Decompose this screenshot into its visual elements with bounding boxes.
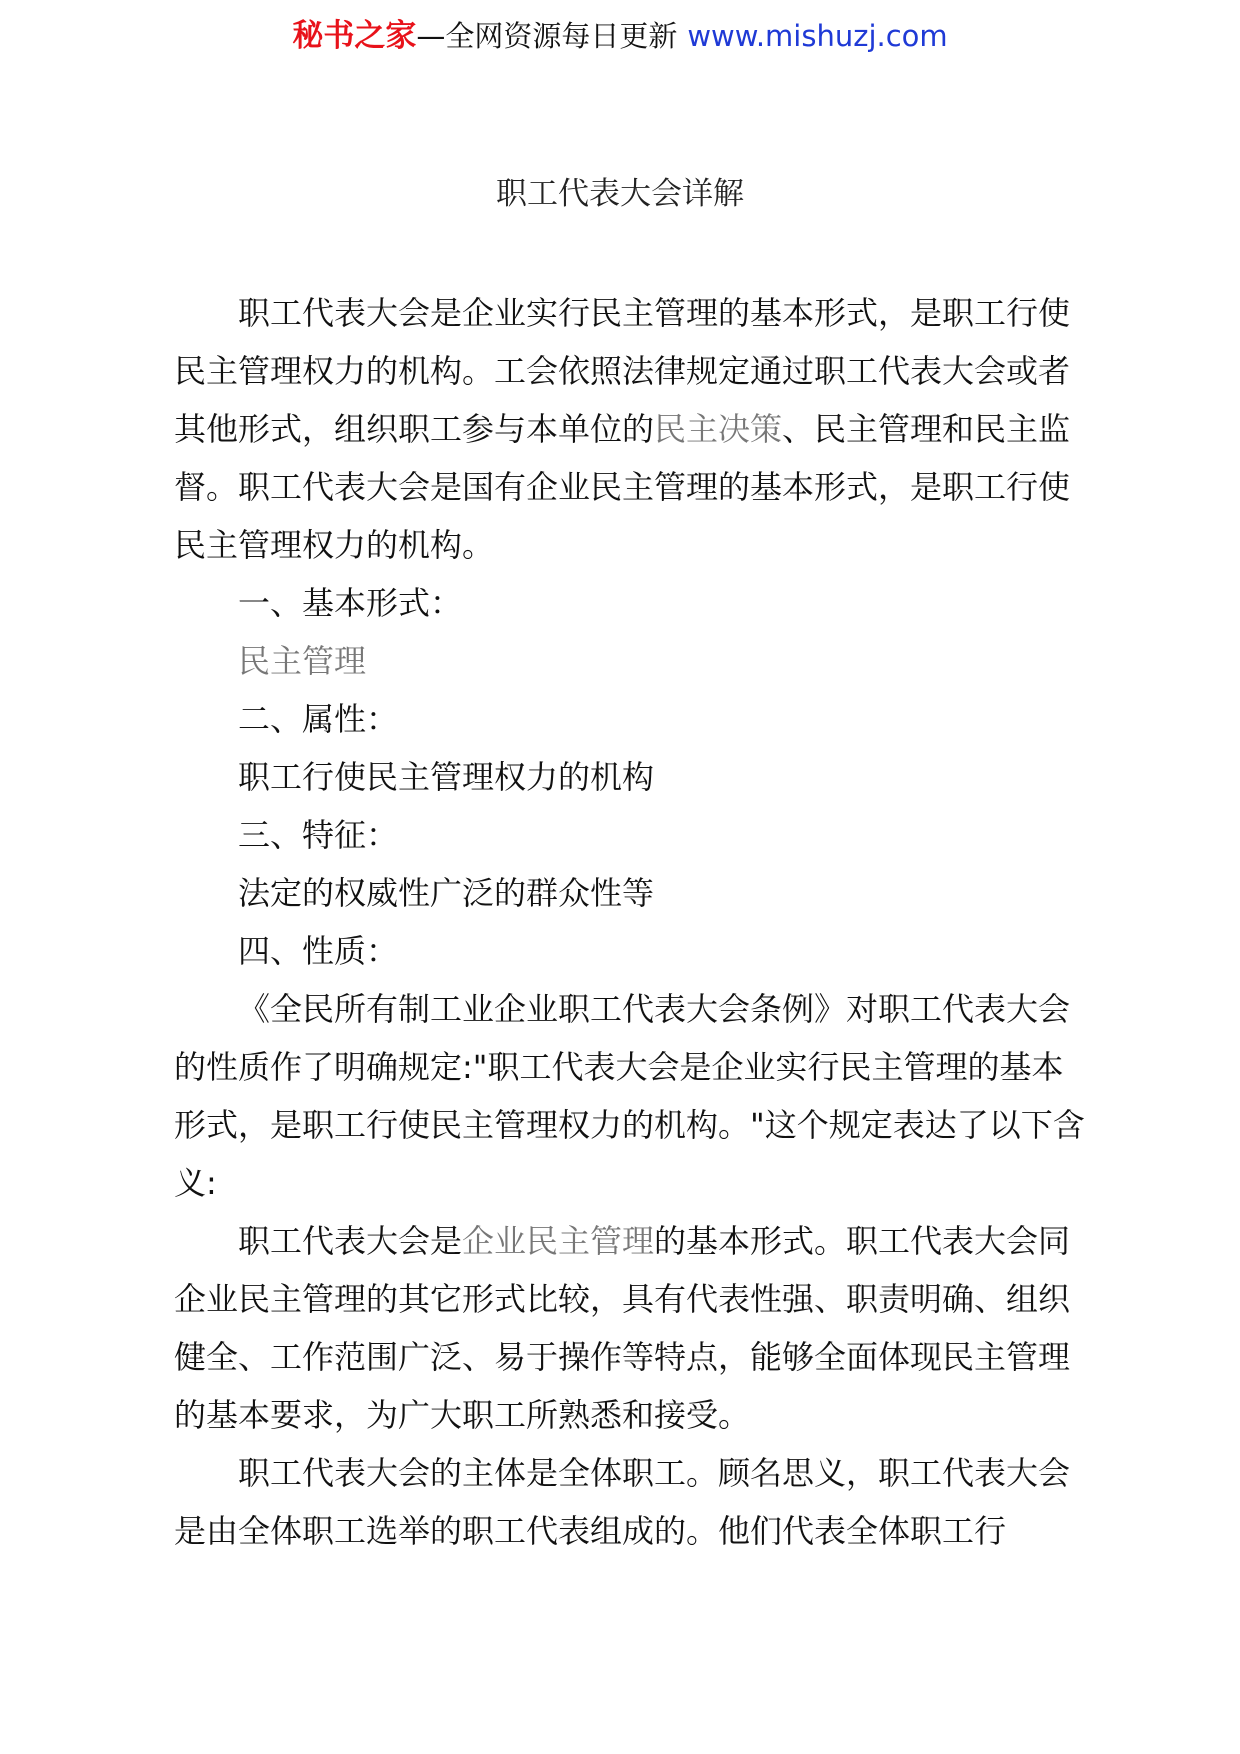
paragraph-intro-text-b: 、民主管理和民主监督。职工代表大会是国有企业民主管理的基本形式，是职工行使民主管理权力的机构。 bbox=[174, 410, 1071, 564]
site-url-link[interactable]: www.mishuzj.com bbox=[687, 19, 948, 53]
paragraph-intro-text-a: 职工代表大会是企业实行民主管理的基本形式，是职工行使民主管理权力的机构。工会依照法律规定通过职工代表大会或者其他形式，组织职工参与本单位的 bbox=[174, 294, 1071, 448]
document-title: 职工代表大会详解 bbox=[496, 176, 744, 212]
heading-nature: 四、性质： bbox=[238, 932, 399, 970]
paragraph-enterprise-text-b: 的基本形式。职工代表大会同企业民主管理的其它形式比较，具有代表性强、职责明确、组织健全、工作范围广泛、易于操作等特点，能够全面体现民主管理的基本要求，为广大职工所熟悉和接受。 bbox=[174, 1222, 1071, 1434]
paragraph-enterprise bbox=[174, 1212, 1088, 1444]
site-brand: 秘书之家 bbox=[292, 18, 417, 54]
enterprise-democratic-management-link[interactable]: 企业民主管理 bbox=[462, 1222, 655, 1260]
paragraph-regulation: 《全民所有制工业企业职工代表大会条例》对职工代表大会的性质作了明确规定:"职工代表大会是企业实行民主管理的基本形式，是职工行使民主管理权力的机构。"这个规定表达了以下含义: bbox=[174, 990, 1085, 1202]
site-tagline: —全网资源每日更新 bbox=[416, 19, 678, 53]
document-body bbox=[174, 284, 1088, 1560]
paragraph-enterprise-text-a: 职工代表大会是 bbox=[238, 1222, 463, 1260]
democratic-management-link[interactable]: 民主管理 bbox=[238, 642, 367, 680]
features-value: 法定的权威性广泛的群众性等 bbox=[238, 874, 655, 912]
democratic-decision-link[interactable]: 民主决策 bbox=[654, 410, 783, 448]
heading-basic-form: 一、基本形式： bbox=[238, 584, 463, 622]
paragraph-intro bbox=[174, 284, 1088, 574]
attribute-value: 职工行使民主管理权力的机构 bbox=[238, 758, 655, 796]
heading-features: 三、特征： bbox=[238, 816, 399, 854]
heading-attribute: 二、属性： bbox=[238, 700, 399, 738]
site-header bbox=[0, 14, 1240, 58]
paragraph-subject: 职工代表大会的主体是全体职工。顾名思义，职工代表大会是由全体职工选举的职工代表组成的。他们代表全体职工行 bbox=[174, 1454, 1071, 1550]
